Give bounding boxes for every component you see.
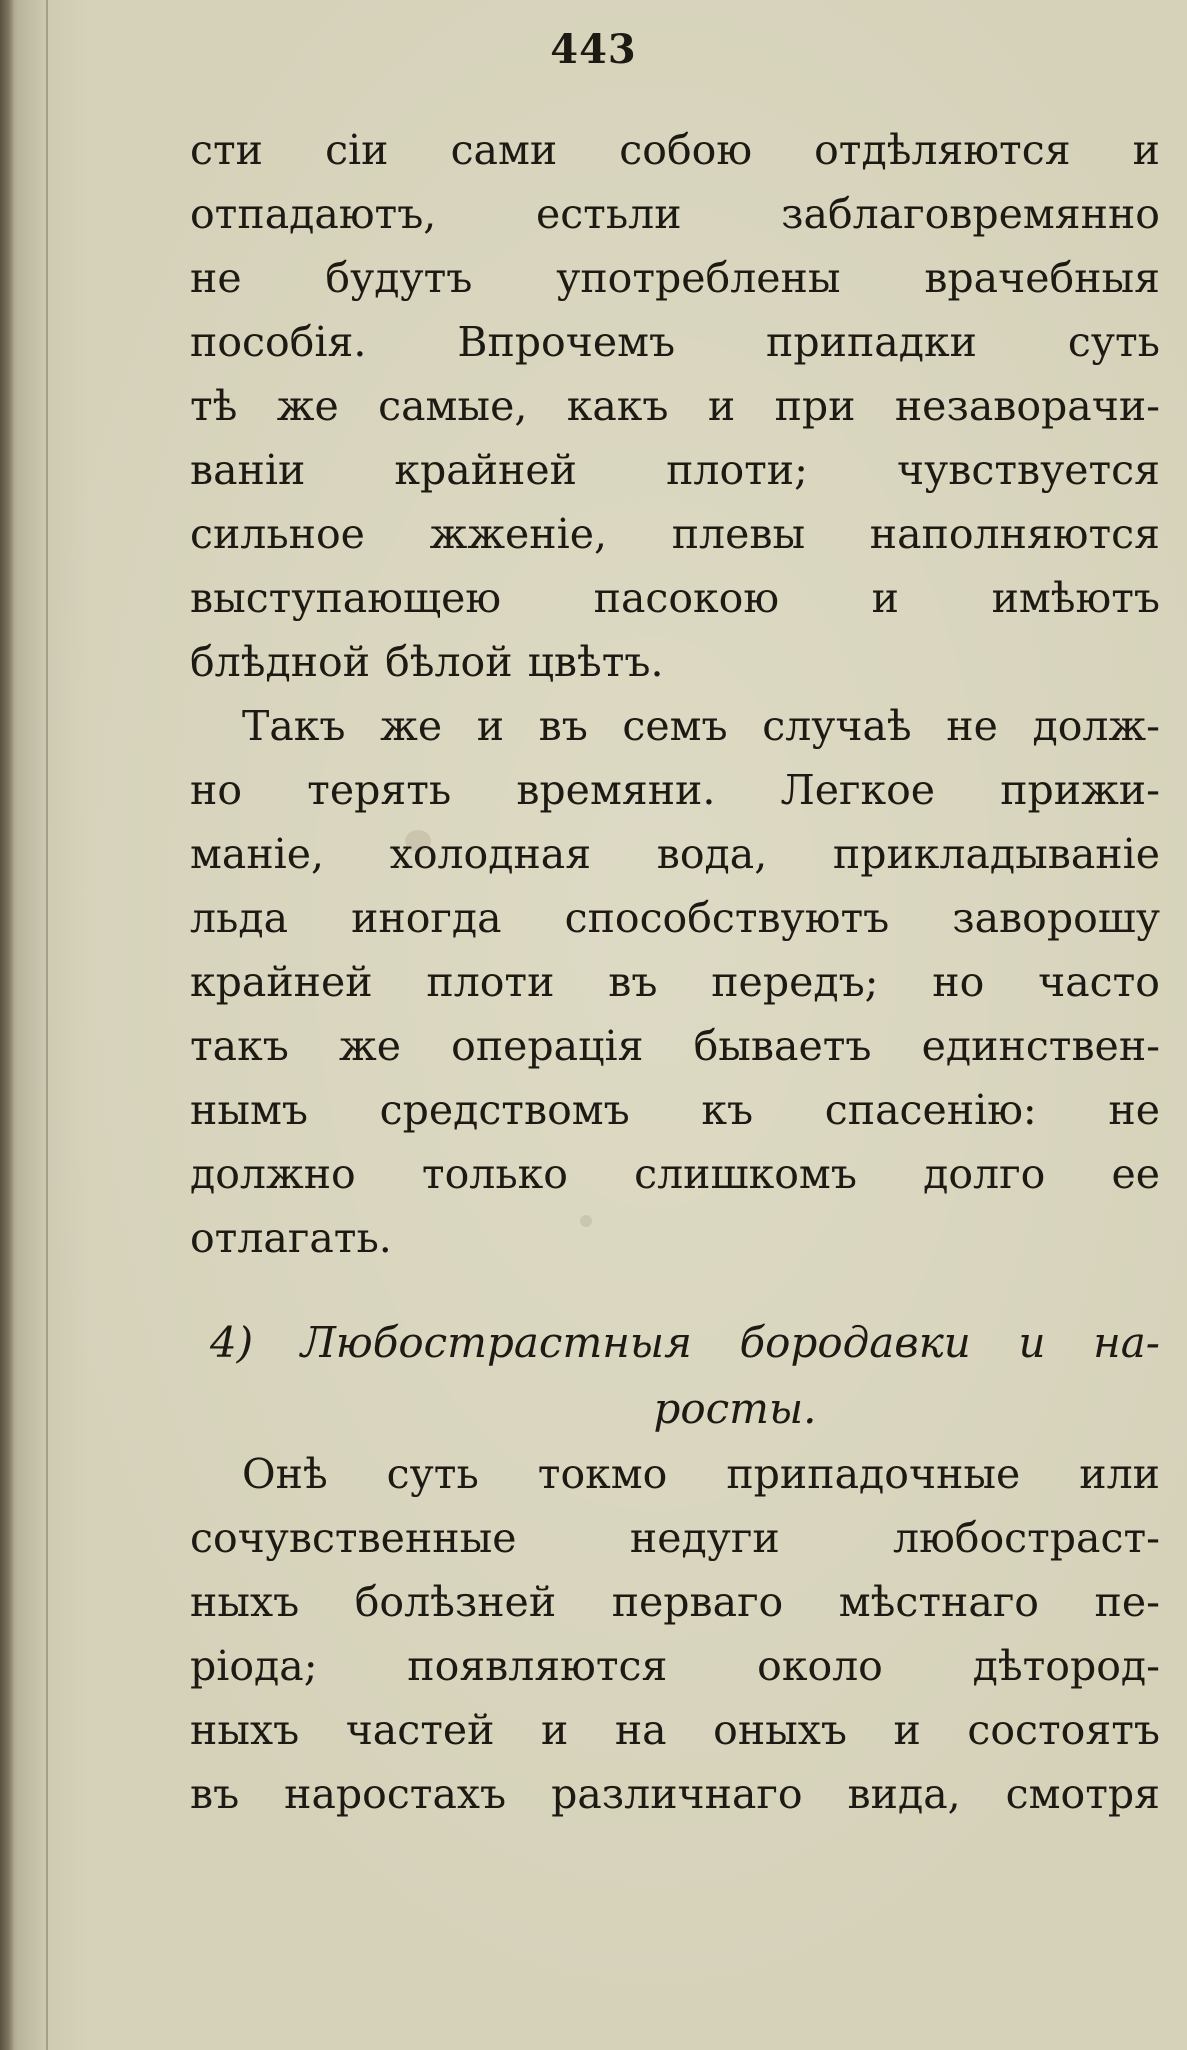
page-binding-edge (0, 0, 14, 2050)
text-line: сильное жженіе, плевы наполняются (190, 510, 1160, 558)
text-line: отлагать. (190, 1214, 392, 1262)
text-line: сочувственные недуги любостраст- (190, 1514, 1160, 1562)
text-line: ныхъ болѣзней перваго мѣстнаго пе- (190, 1578, 1160, 1626)
text-line: отпадаютъ, естьли заблаговремянно (190, 190, 1160, 238)
paragraph-2 (190, 694, 1160, 1270)
heading-line: росты. (653, 1384, 817, 1433)
heading-line: 4) Любострастныя бородавки и на- (210, 1318, 1160, 1367)
text-line: Онѣ суть токмо припадочные или (242, 1450, 1160, 1498)
text-line: ныхъ частей и на оныхъ и состоятъ (190, 1706, 1160, 1754)
text-column (190, 118, 1160, 1826)
text-line: въ наростахъ различнаго вида, смотря (190, 1770, 1160, 1818)
text-line: пособія. Впрочемъ припадки суть (190, 318, 1160, 366)
text-line: ваніи крайней плоти; чувствуется (190, 446, 1160, 494)
section-spacer (190, 1270, 1160, 1310)
page-number: 443 (550, 26, 637, 73)
page-gutter-line (46, 0, 48, 2050)
text-line: не будутъ употреблены врачебныя (190, 254, 1160, 302)
paragraph-3 (190, 1442, 1160, 1826)
text-line: но терять времяни. Легкое прижи- (190, 766, 1160, 814)
text-line: тѣ же самые, какъ и при незаворачи- (190, 382, 1160, 430)
text-line: нымъ средствомъ къ спасенію: не (190, 1086, 1160, 1134)
text-line: Такъ же и въ семъ случаѣ не долж- (242, 702, 1160, 750)
text-line: такъ же операція бываетъ единствен- (190, 1022, 1160, 1070)
text-line: льда иногда способствуютъ заворошу (190, 894, 1160, 942)
text-line: выступающею пасокою и имѣютъ (190, 574, 1160, 622)
text-line: маніе, холодная вода, прикладываніе (190, 830, 1160, 878)
section-heading (190, 1310, 1160, 1442)
text-line: ріода; появляются около дѣтород- (190, 1642, 1160, 1690)
text-line: блѣдной бѣлой цвѣтъ. (190, 638, 664, 686)
text-line: крайней плоти въ передъ; но часто (190, 958, 1160, 1006)
text-line: должно только слишкомъ долго ее (190, 1150, 1160, 1198)
text-line: сти сіи сами собою отдѣляются и (190, 126, 1160, 174)
paragraph-1 (190, 118, 1160, 694)
